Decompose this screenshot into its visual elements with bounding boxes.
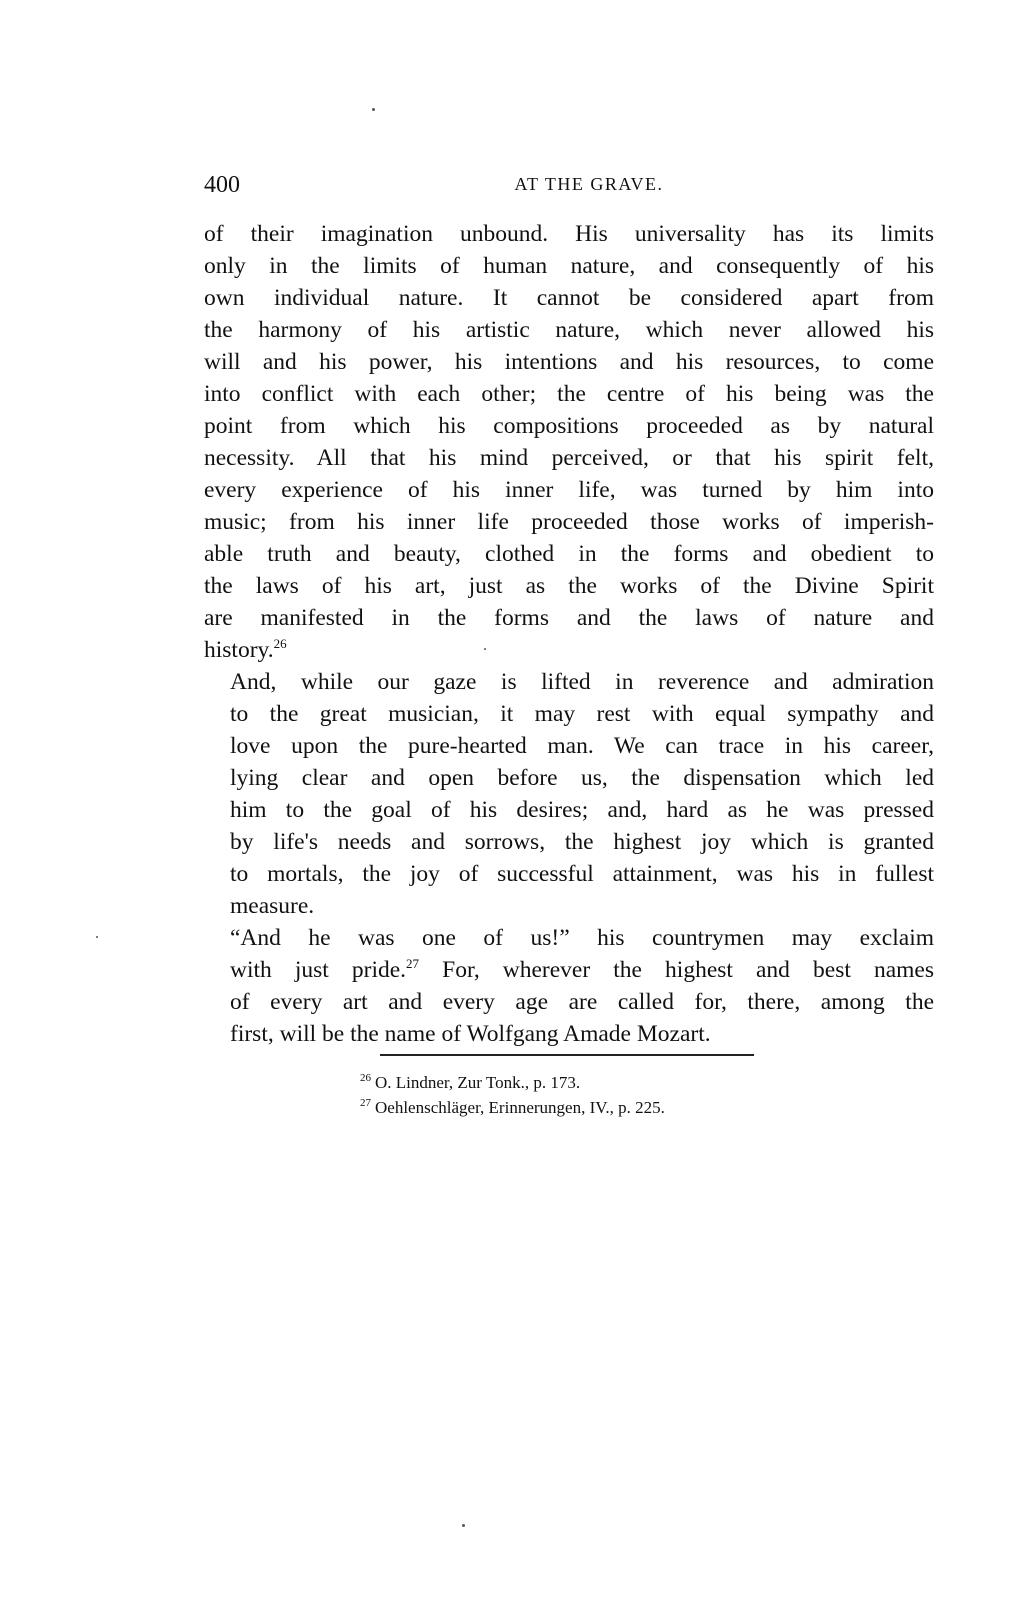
text-line: him to the goal of his desires; and, hard as he was pressed (230, 797, 934, 823)
text-line: by life's needs and sorrows, the highest joy which is granted (230, 829, 934, 855)
text-line: of every art and every age are called for, there, among the (230, 989, 934, 1015)
footnote-ref-26: 26 (273, 636, 287, 652)
text-line: to mortals, the joy of successful attainment, was his in fullest (230, 861, 934, 887)
paper-speck (462, 1524, 465, 1527)
paper-speck (484, 648, 486, 650)
paper-speck (96, 936, 98, 938)
page-number: 400 (204, 172, 240, 198)
footnote-text: O. Lindner, Zur Tonk., p. 173. (375, 1073, 581, 1092)
text-line: of their imagination unbound. His universality has its limits (204, 221, 934, 247)
text-line: the harmony of his artistic nature, which never allowed his (204, 317, 934, 343)
text-line: necessity. All that his mind perceived, or that his spirit felt, (204, 445, 934, 471)
footnote-ref-27: 27 (406, 956, 420, 972)
footnote-mark: 27 (360, 1097, 371, 1110)
footnotes (360, 1070, 860, 1120)
text-line: every experience of his inner life, was turned by him into (204, 477, 934, 503)
running-head (204, 172, 934, 202)
paragraph-3 (204, 922, 934, 1050)
body-text (204, 218, 934, 1050)
text-line: into conflict with each other; the centre of his being was the (204, 381, 934, 407)
text-line: to the great musician, it may rest with equal sympathy and (230, 701, 934, 727)
running-title: AT THE GRAVE. (514, 174, 664, 194)
text-line-last (204, 634, 934, 666)
text-line: lying clear and open before us, the dispensation which led (230, 765, 934, 791)
text-fragment: For, wherever the highest and best names (419, 957, 934, 983)
text-line: music; from his inner life proceeded those works of imperish- (204, 509, 934, 535)
text-line (204, 954, 934, 986)
text-line: able truth and beauty, clothed in the forms and obedient to (204, 541, 934, 567)
text-fragment: history. (204, 637, 274, 663)
paragraph-1 (204, 218, 934, 666)
footnote-27 (360, 1095, 860, 1120)
text-line: the laws of his art, just as the works of the Divine Spirit (204, 573, 934, 599)
text-line: will and his power, his intentions and his resources, to come (204, 349, 934, 375)
text-line: point from which his compositions proceeded as by natural (204, 413, 934, 439)
paper-speck (372, 108, 375, 111)
footnote-mark: 26 (360, 1072, 371, 1085)
text-line: love upon the pure-hearted man. We can trace in his career, (230, 733, 934, 759)
text-line: own individual nature. It cannot be considered apart from (204, 285, 934, 311)
text-line: are manifested in the forms and the laws of nature and (204, 605, 934, 631)
text-line: only in the limits of human nature, and consequently of his (204, 253, 934, 279)
text-fragment: with just pride. (230, 957, 407, 983)
footnote-text: Oehlenschläger, Erinnerungen, IV., p. 225. (375, 1098, 665, 1117)
paragraph-2 (204, 666, 934, 922)
text-line-last: measure. (230, 893, 315, 919)
text-line: “And he was one of us!” his countrymen may exclaim (230, 925, 934, 951)
footnote-divider (380, 1054, 754, 1056)
text-line-last: first, will be the name of Wolfgang Amade Mozart. (230, 1021, 711, 1047)
footnote-26 (360, 1070, 860, 1095)
text-line: And, while our gaze is lifted in reverence and admiration (230, 669, 934, 695)
